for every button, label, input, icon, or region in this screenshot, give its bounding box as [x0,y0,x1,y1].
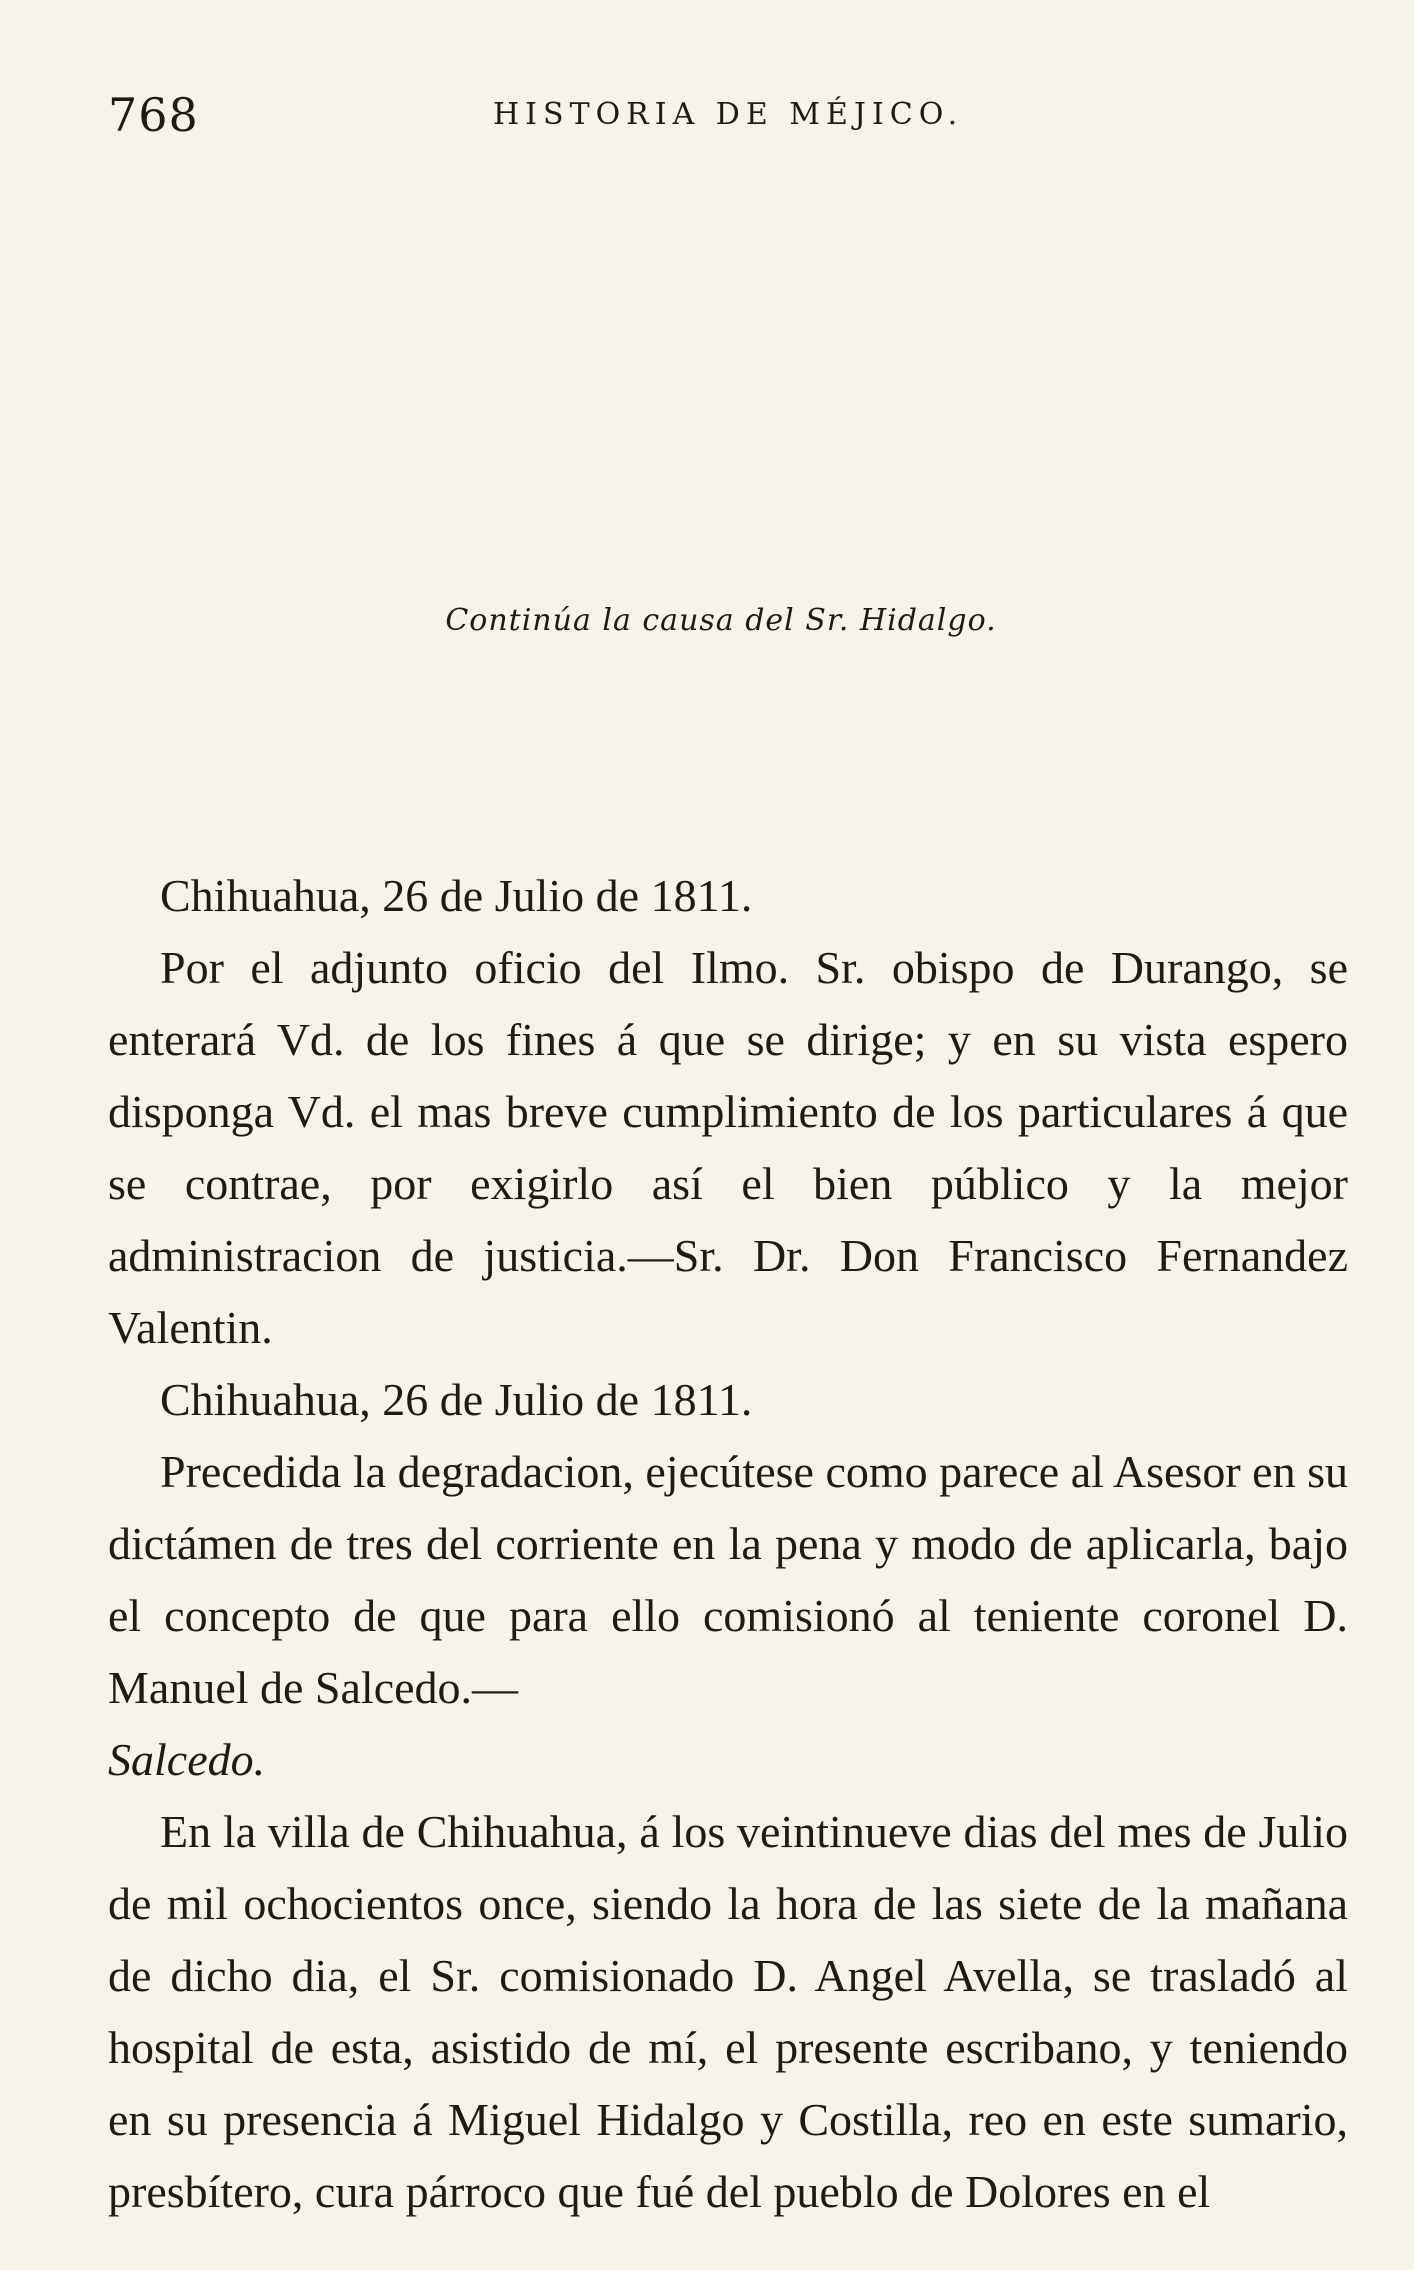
page-number: 768 [108,88,199,142]
dateline-1: Chihuahua, 26 de Julio de 1811. [160,870,753,921]
page-header [108,88,1354,152]
section-heading-wrapper [0,603,1414,638]
paragraph-1: Por el adjunto oficio del Ilmo. Sr. obispo de Durango, se enterará Vd. de los fines á que se dirige; y en su vista espero disponga Vd. el mas breve cumplimiento de los particulares á que se contrae, por exigirlo así el bien público y la mejor administracion de justicia.—Sr. Dr. Don Francisco Fernandez Valentin. [108,942,1348,1353]
running-title: HISTORIA DE MÉJICO. [493,97,964,132]
signature: Salcedo. [108,1734,266,1785]
paragraph-3: En la villa de Chihuahua, á los veintinueve dias del mes de Julio de mil ochocientos once, siendo la hora de las siete de la mañana de dicho dia, el Sr. comisionado D. Angel Avella, se trasladó al hospital de esta, asistido de mí, el presente escribano, y teniendo en su presencia á Miguel Hidalgo y Costilla, reo en este sumario, presbítero, cura párroco que fué del pueblo de Dolores en el [108,1806,1348,2217]
dateline-2: Chihuahua, 26 de Julio de 1811. [160,1374,753,1425]
paragraph-2 [108,1436,1348,1796]
section-heading: Continúa la causa del Sr. Hidalgo. [445,603,997,638]
body-text [108,860,1348,2228]
paragraph-2-text: Precedida la degradacion, ejecútese como parece al Asesor en su dictámen de tres del corriente en la pena y modo de aplicarla, bajo el concepto de que para ello comisionó al teniente coronel D. Manuel de Salcedo.— [108,1446,1348,1713]
